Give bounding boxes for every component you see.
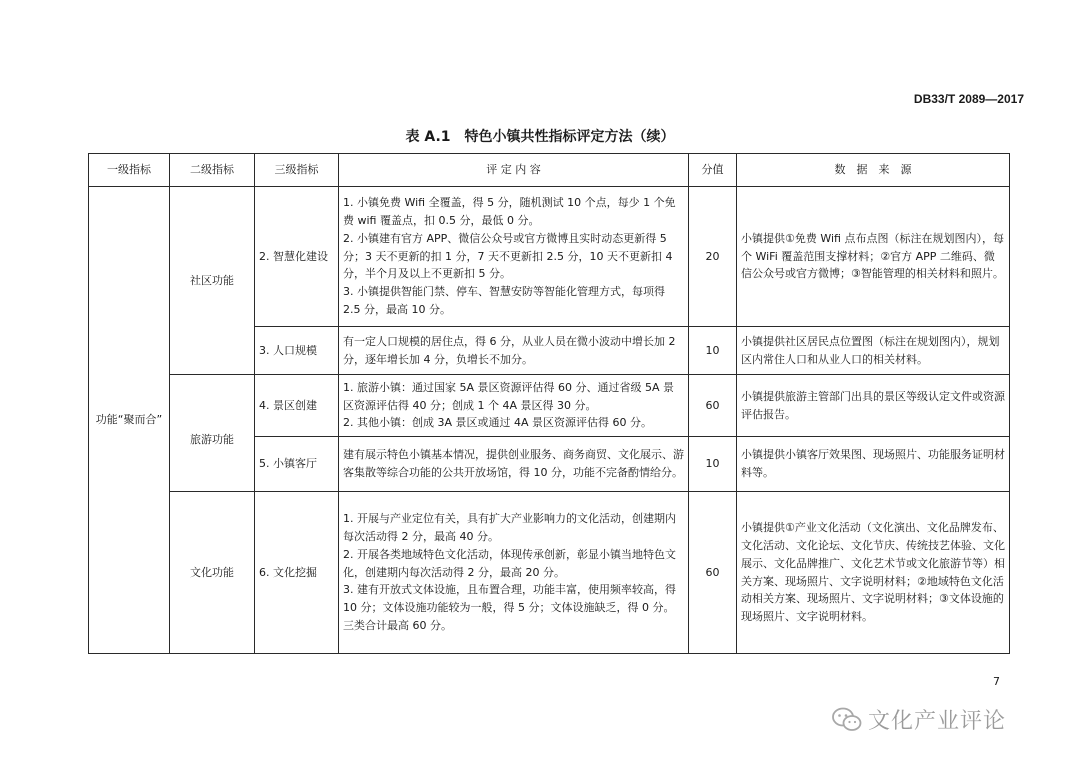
evaluation-table [88, 153, 1010, 654]
table-header-row [89, 154, 1010, 187]
content-line: 1. 旅游小镇：通过国家 5A 景区资源评估得 60 分、通过省级 5A 景区资源评估得 40 分；创成 1 个 4A 景区得 30 分。 [343, 380, 675, 412]
content-line: 3. 建有开放式文体设施，且布置合理，功能丰富，使用频率较高，得 10 分；文体设施功能较为一般，得 5 分；文体设施缺乏，得 0 分。 [343, 583, 676, 615]
level2-indicator-cell: 旅游功能 [170, 375, 255, 492]
table-row [89, 187, 1010, 327]
column-header: 二级指标 [170, 154, 255, 187]
table-row [89, 375, 1010, 437]
level2-indicator-cell: 社区功能 [170, 187, 255, 375]
column-header: 评 定 内 容 [339, 154, 689, 187]
column-header: 三级指标 [255, 154, 339, 187]
wechat-icon [832, 707, 862, 733]
level3-indicator-cell: 6. 文化挖掘 [255, 492, 339, 654]
column-header: 数 据 来 源 [737, 154, 1010, 187]
document-code: DB33/T 2089—2017 [913, 92, 1024, 106]
evaluation-content-cell [339, 492, 689, 654]
level2-indicator-cell: 文化功能 [170, 492, 255, 654]
level1-indicator-cell: 功能“聚而合” [89, 187, 170, 654]
column-header: 一级指标 [89, 154, 170, 187]
content-line: 3. 小镇提供智能门禁、停车、智慧安防等智能化管理方式，每项得 2.5 分，最高 10 分。 [343, 285, 665, 317]
level3-indicator-cell: 4. 景区创建 [255, 375, 339, 437]
content-line: 建有展示特色小镇基本情况，提供创业服务、商务商贸、文化展示、游客集散等综合功能的公共开放场馆，得 10 分，功能不完备酌情给分。 [343, 448, 684, 479]
content-line: 1. 开展与产业定位有关，具有扩大产业影响力的文化活动，创建期内每次活动得 2 分，最高 40 分。 [343, 512, 676, 543]
data-source-cell: 小镇提供①免费 Wifi 点布点图（标注在规划图内），每个 WiFi 覆盖范围支撑材料；②官方 APP 二维码、微信公众号或官方微博；③智能管理的相关材料和照片。 [737, 187, 1010, 327]
content-line: 2. 其他小镇：创成 3A 景区或通过 4A 景区资源评估得 60 分。 [343, 416, 653, 430]
evaluation-content-cell [339, 375, 689, 437]
score-cell: 10 [689, 327, 737, 375]
watermark [832, 704, 1006, 735]
evaluation-content-cell [339, 437, 689, 492]
data-source-cell: 小镇提供社区居民点位置图（标注在规划图内），规划区内常住人口和从业人口的相关材料。 [737, 327, 1010, 375]
table-row [89, 492, 1010, 654]
score-cell: 60 [689, 375, 737, 437]
evaluation-content-cell [339, 327, 689, 375]
content-line: 三类合计最高 60 分。 [343, 619, 452, 633]
table-title: 表 A.1 特色小镇共性指标评定方法（续） [405, 129, 675, 145]
data-source-cell: 小镇提供旅游主管部门出具的景区等级认定文件或资源评估报告。 [737, 375, 1010, 437]
content-line: 2. 小镇建有官方 APP、微信公众号或官方微博且实时动态更新得 5 分；3 天不更新的扣 1 分，7 天不更新扣 2.5 分，10 天不更新扣 4 分，半个月及以上不更新扣 5 分。 [343, 231, 673, 281]
content-line: 1. 小镇免费 Wifi 全覆盖，得 5 分，随机测试 10 个点，每少 1 个免费 wifi 覆盖点，扣 0.5 分，最低 0 分。 [343, 196, 676, 227]
watermark-text: 文化产业评论 [868, 709, 1007, 734]
level3-indicator-cell: 5. 小镇客厅 [255, 437, 339, 492]
content-line: 有一定人口规模的居住点，得 6 分，从业人员在微小波动中增长加 2 分，逐年增长加 4 分，负增长不加分。 [343, 334, 676, 366]
page-number: 7 [993, 675, 1000, 688]
level3-indicator-cell: 2. 智慧化建设 [255, 187, 339, 327]
level3-indicator-cell: 3. 人口规模 [255, 327, 339, 375]
data-source-cell: 小镇提供小镇客厅效果图、现场照片、功能服务证明材料等。 [737, 437, 1010, 492]
score-cell: 20 [689, 187, 737, 327]
data-source-cell: 小镇提供①产业文化活动（文化演出、文化品牌发布、文化活动、文化论坛、文化节庆、传统技艺体验、文化展示、文化品牌推广、文化艺术节或文化旅游节等）相关方案、现场照片、文字说明材料；②地域特色文化活动相关方案、现场照片、文字说明材料；③文体设施的现场照片、文字说明材料。 [737, 492, 1010, 654]
evaluation-content-cell [339, 187, 689, 327]
content-line: 2. 开展各类地域特色文化活动，体现传承创新，彰显小镇当地特色文化，创建期内每次活动得 2 分，最高 20 分。 [343, 547, 676, 579]
score-cell: 10 [689, 437, 737, 492]
score-cell: 60 [689, 492, 737, 654]
column-header: 分值 [689, 154, 737, 187]
